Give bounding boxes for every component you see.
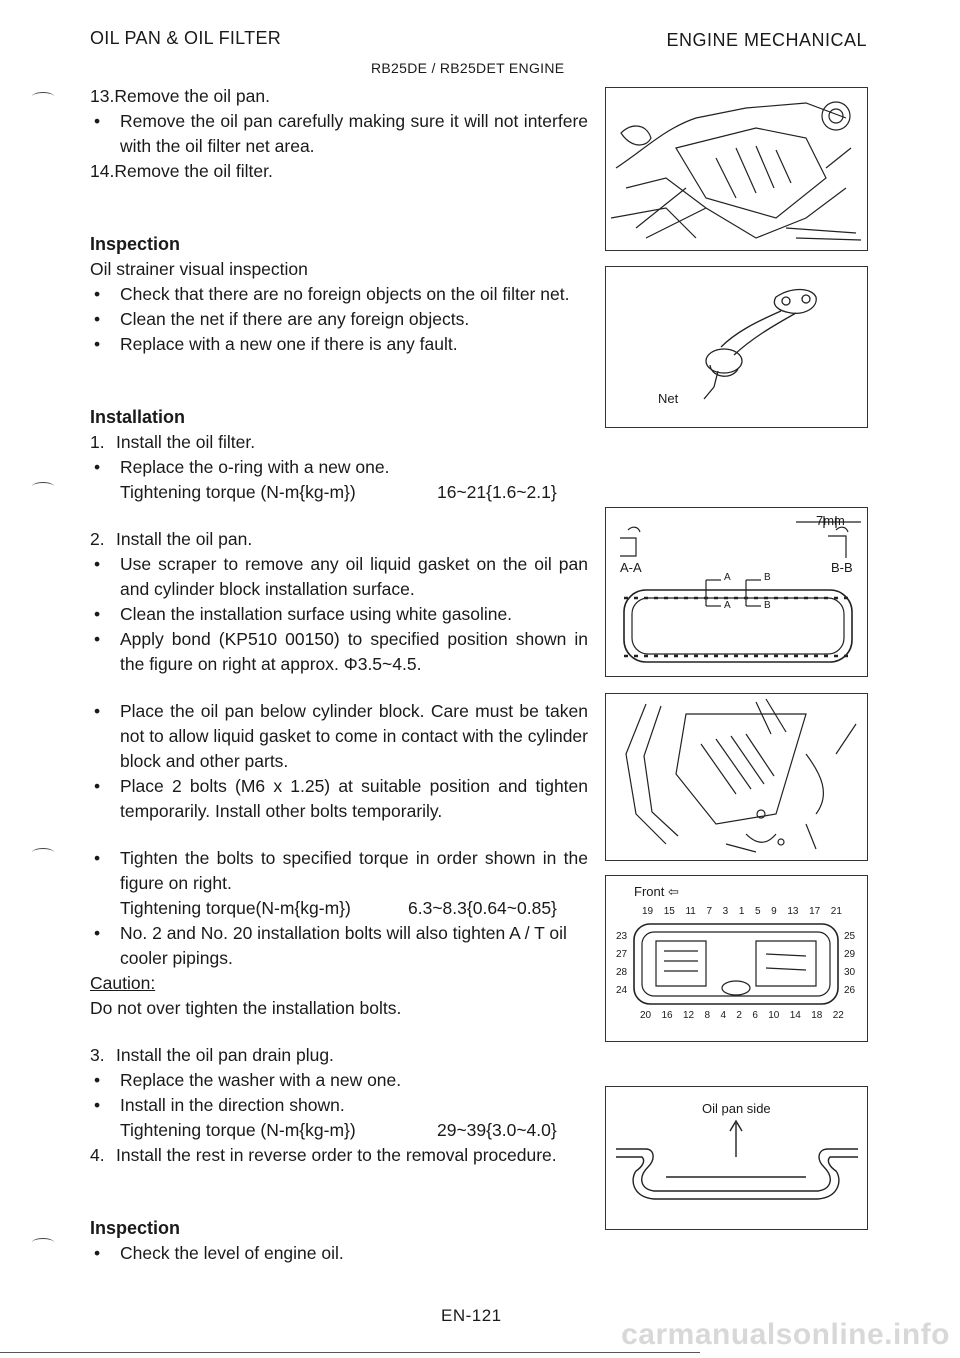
section-b-marker: B: [764, 600, 771, 611]
inspection-intro: Oil strainer visual inspection: [90, 259, 308, 279]
inspection-bullet: • Clean the net if there are any foreign objects.: [90, 307, 588, 332]
main-text: [90, 84, 588, 1266]
figure-liquid-gasket: [605, 507, 868, 677]
inspection-2-bullet: • Check the level of engine oil.: [90, 1241, 588, 1266]
figure-oil-strainer: [605, 266, 868, 428]
install-step-2-torque: Tightening torque(N-m{kg-m}) 6.3~8.3{0.64~0.85}: [120, 898, 557, 918]
removal-step-14: 14.Remove the oil filter.: [90, 161, 273, 181]
installation-heading: Installation: [90, 407, 186, 427]
install-step-3-torque: Tightening torque (N-m{kg-m}) 29~39{3.0~4.0}: [120, 1120, 557, 1140]
install-step-3: 3. Install the oil pan drain plug.: [90, 1045, 334, 1065]
install-step-2-bullet: • Use scraper to remove any oil liquid gasket on the oil pan and cylinder block installation surface.: [90, 552, 588, 602]
section-aa-label: A-A: [620, 560, 642, 575]
section-bb-label: B-B: [831, 560, 853, 575]
section-b-marker: B: [764, 572, 771, 583]
oil-pan-removal-illustration: [606, 88, 867, 250]
inspection-2-heading: Inspection: [90, 1218, 181, 1238]
install-step-2-bullet: • Clean the installation surface using white gasoline.: [90, 602, 588, 627]
strainer-net-label: Net: [658, 391, 679, 406]
install-step-1: 1. Install the oil filter.: [90, 432, 256, 452]
figure-bolt-order: [605, 875, 868, 1042]
footer-rule: [0, 1352, 700, 1353]
gasket-dimension-label: 7mm: [816, 513, 845, 528]
margin-mark: [32, 1238, 54, 1247]
install-step-2-bullet: • Apply bond (KP510 00150) to specified position shown in the figure on right at approx. Φ3.5~4.5.: [90, 627, 588, 677]
margin-mark: [32, 92, 54, 101]
bolt-numbers-left: 23 27 28 24: [616, 931, 628, 996]
inspection-heading: Inspection: [90, 234, 181, 254]
watermark: carmanualsonline.info: [621, 1318, 950, 1351]
install-step-2-bullet: • No. 2 and No. 20 installation bolts will also tighten A / T oil cooler pipings.: [90, 921, 588, 971]
figure-drain-plug: [605, 1086, 868, 1230]
inspection-bullet: • Replace with a new one if there is any fault.: [90, 332, 588, 357]
caution-label: Caution:: [90, 973, 156, 993]
install-step-2: 2. Install the oil pan.: [90, 529, 253, 549]
bolt-numbers-bottom: 20 16 12 8 4 2 6 10 14 18 22: [640, 1010, 844, 1021]
header-engine: RB25DE / RB25DET ENGINE: [371, 60, 565, 76]
removal-step-13-bullet: • Remove the oil pan carefully making sure it will not interfere with the oil filter net area.: [90, 109, 588, 159]
section-a-marker: A: [724, 600, 731, 611]
oil-strainer-illustration: [606, 267, 867, 427]
front-arrow-icon: ⇦: [667, 884, 679, 899]
install-step-2-bullet: • Tighten the bolts to specified torque in order shown in the figure on right.: [90, 846, 588, 896]
install-step-1-torque: Tightening torque (N-m{kg-m}) 16~21{1.6~2.1}: [120, 482, 557, 502]
bolt-numbers-top: 19 15 11 7 3 1 5 9 13 17 21: [642, 906, 842, 917]
install-step-3-bullet: • Install in the direction shown.: [90, 1093, 588, 1118]
install-step-3-bullet: • Replace the washer with a new one.: [90, 1068, 588, 1093]
drain-plug-illustration: [606, 1087, 867, 1229]
figure-oil-pan-removal: [605, 87, 868, 251]
caution-text: Do not over tighten the installation bolts.: [90, 998, 402, 1018]
inspection-bullet: • Check that there are no foreign objects on the oil filter net.: [90, 282, 588, 307]
figure-oil-pan-placement: [605, 693, 868, 861]
margin-mark: [32, 482, 54, 491]
install-step-4: 4. Install the rest in reverse order to the removal procedure.: [90, 1145, 557, 1165]
margin-mark: [32, 848, 54, 857]
install-step-2-bullet: • Place the oil pan below cylinder block. Care must be taken not to allow liquid gasket to come in contact with the cylinder block and other parts.: [90, 699, 588, 774]
section-a-marker: A: [724, 572, 731, 583]
header-chapter: ENGINE MECHANICAL: [666, 30, 867, 50]
removal-step-13: 13.Remove the oil pan.: [90, 86, 270, 106]
oil-pan-side-label: Oil pan side: [702, 1101, 771, 1116]
oil-pan-placement-illustration: [606, 694, 867, 860]
header-section: OIL PAN & OIL FILTER: [90, 28, 282, 48]
page-number: EN-121: [441, 1306, 502, 1325]
install-step-2-bullet: • Place 2 bolts (M6 x 1.25) at suitable position and tighten temporarily. Install other bolts temporarily.: [90, 774, 588, 824]
install-step-1-bullet: • Replace the o-ring with a new one.: [90, 455, 588, 480]
front-label: Front ⇦: [634, 884, 679, 899]
gasket-illustration: [606, 508, 867, 676]
bolt-numbers-right: 25 29 30 26: [844, 931, 856, 996]
